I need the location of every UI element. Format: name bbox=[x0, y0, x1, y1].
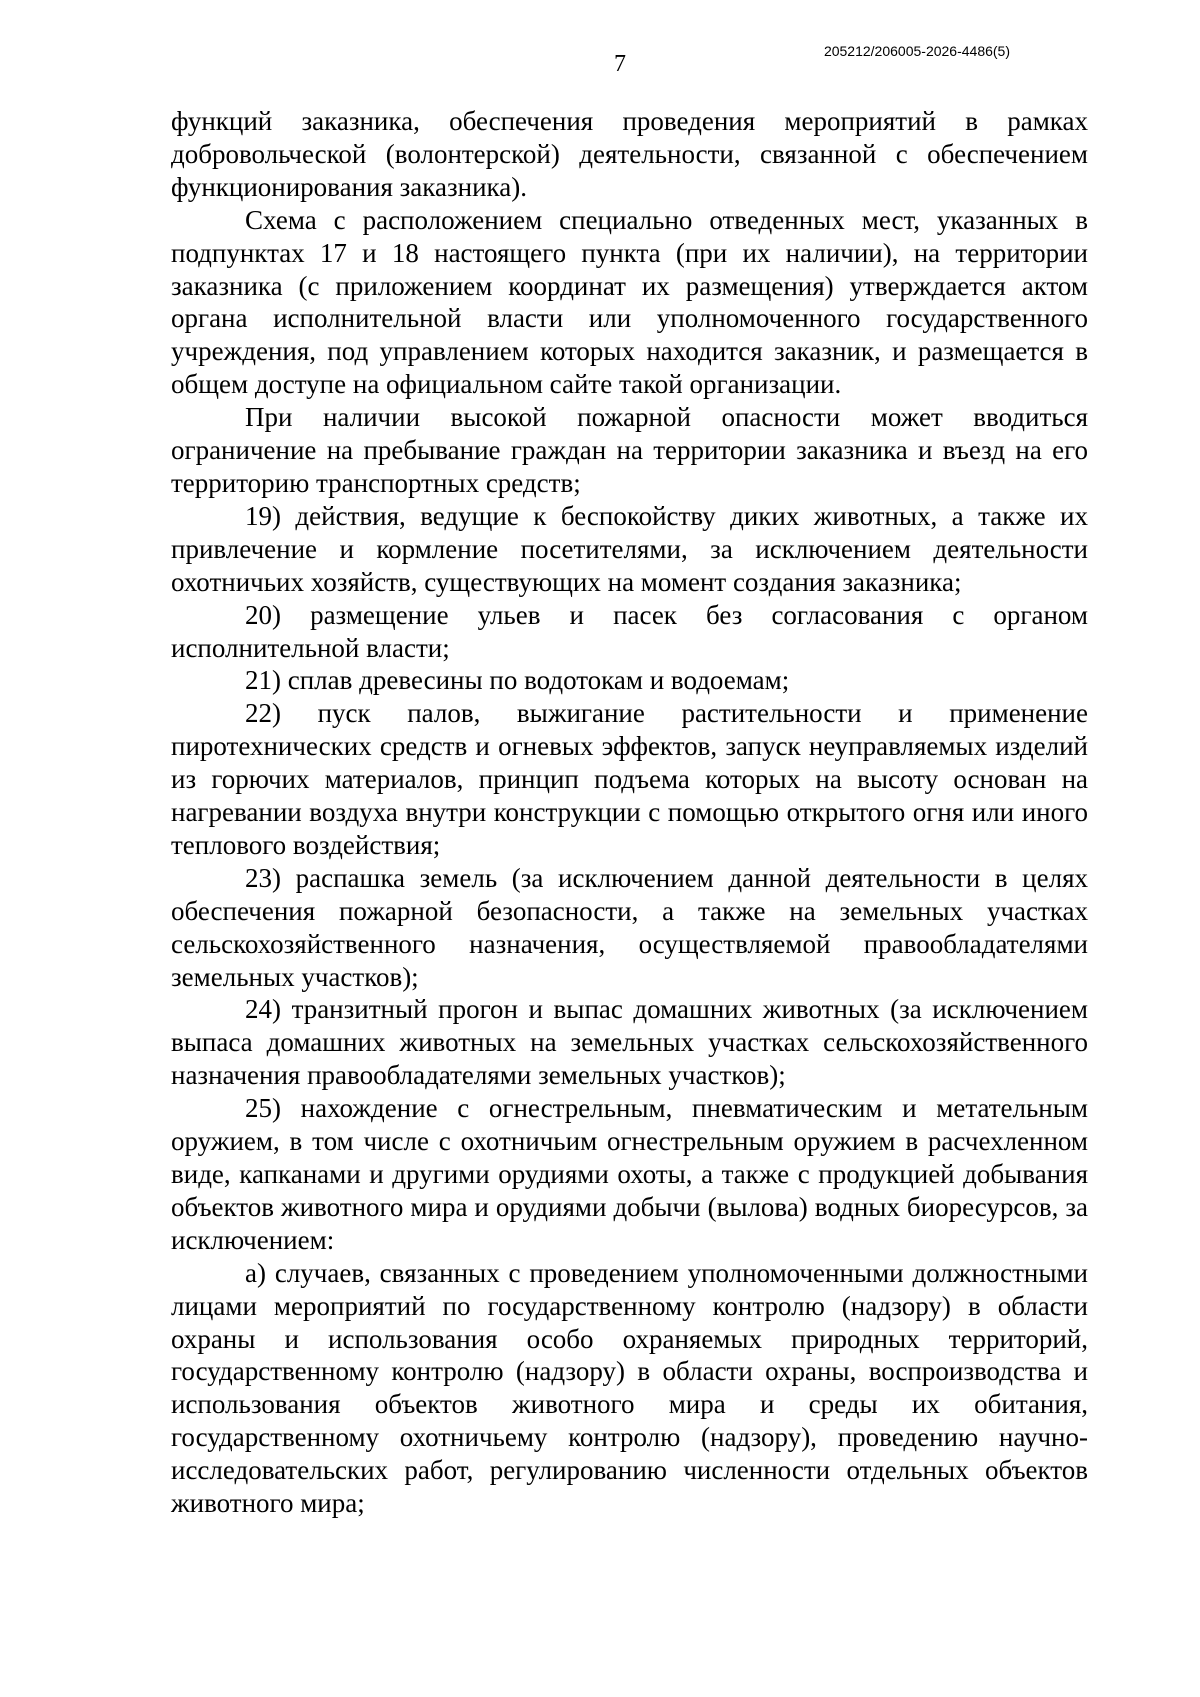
list-item: 19) действия, ведущие к беспокойству диких животных, а также их привлечение и кормление посетителями, за исключением деятельности охотничьих хозяйств, существующих на момент создания заказника; bbox=[171, 500, 1088, 597]
document-code: 205212/206005-2026-4486(5) bbox=[823, 43, 1010, 59]
paragraph: Схема с расположением специально отведенных мест, указанных в подпунктах 17 и 18 настоящего пункта (при их наличии), на территории заказника (с приложением координат их размещения) утверждается актом органа исполнительной власти или уполномоченного государственного учреждения, под управлением которых находится заказник, и размещается в общем доступе на официальном сайте такой организации. bbox=[171, 204, 1088, 400]
document-body bbox=[171, 105, 1088, 1520]
list-item: 25) нахождение с огнестрельным, пневматическим и метательным оружием, в том числе с охотничьим огнестрельным оружием в расчехленном виде, капканами и другими орудиями охоты, а также с продукцией добывания объектов животного мира и орудиями добычи (вылова) водных биоресурсов, за исключением: bbox=[171, 1093, 1088, 1255]
list-item: 24) транзитный прогон и выпас домашних животных (за исключением выпаса домашних животных на земельных участках сельскохозяйственного назначения правообладателями земельных участков); bbox=[171, 994, 1088, 1091]
list-item: 22) пуск палов, выжигание растительности и применение пиротехнических средств и огневых эффектов, запуск неуправляемых изделий из горючих материалов, принцип подъема которых на высоту основан на нагревании воздуха внутри конструкции с помощью открытого огня или иного теплового воздействия; bbox=[171, 698, 1088, 860]
list-item: 20) размещение ульев и пасек без согласования с органом исполнительной власти; bbox=[171, 599, 1088, 663]
paragraph: функций заказника, обеспечения проведения мероприятий в рамках добровольческой (волонтерской) деятельности, связанной с обеспечением функционирования заказника). bbox=[171, 106, 1088, 202]
sub-list-item: а) случаев, связанных с проведением уполномоченными должностными лицами мероприятий по государственному контролю (надзору) в области охраны и использования особо охраняемых природных территорий, государственному контролю (надзору) в области охраны, воспроизводства и использования объектов животного мира и среды их обитания, государственному охотничьему контролю (надзору), проведению научно-исследовательских работ, регулированию численности отдельных объектов животного мира; bbox=[171, 1257, 1088, 1519]
list-item: 21) сплав древесины по водотокам и водоемам; bbox=[245, 665, 790, 696]
paragraph: При наличии высокой пожарной опасности может вводиться ограничение на пребывание граждан на территории заказника и въезд на его территорию транспортных средств; bbox=[171, 402, 1088, 498]
list-item: 23) распашка земель (за исключением данной деятельности в целях обеспечения пожарной безопасности, а также на земельных участках сельскохозяйственного назначения, осуществляемой правообладателями земельных участков); bbox=[171, 862, 1088, 992]
page-number: 7 bbox=[614, 51, 626, 77]
